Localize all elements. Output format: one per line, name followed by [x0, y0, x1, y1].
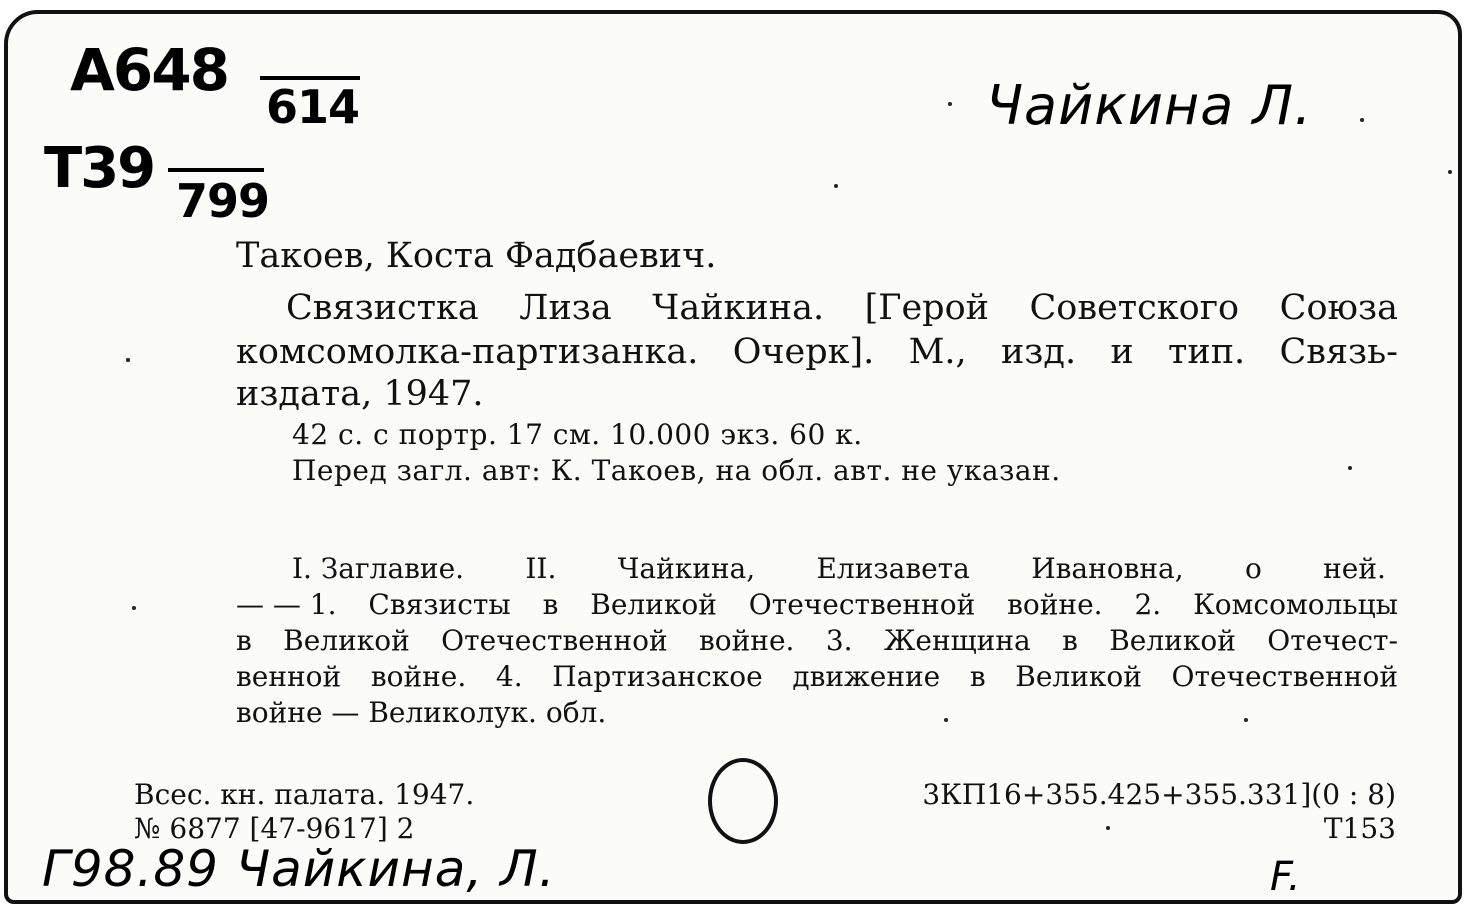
- entry-physical-description: 42 с. с портр. 17 см. 10.000 экз. 60 к.: [292, 418, 863, 451]
- title-word: Очерк].: [732, 332, 875, 372]
- handwritten-author-note: Чайкина Л.: [986, 74, 1313, 137]
- scan-speck: [834, 184, 838, 188]
- tracing-word: Отечественной: [441, 624, 668, 657]
- scan-speck: [1348, 466, 1352, 470]
- title-word: Связистка: [286, 288, 479, 328]
- tracing-word: 3.: [825, 624, 853, 657]
- shelfmark-top-main: А648: [70, 36, 228, 104]
- tracing-word: 2.: [1134, 588, 1162, 621]
- tracing-word: Великой: [590, 588, 717, 621]
- tracing-line-4: [236, 660, 1398, 693]
- tracing-word: Ивановна,: [1031, 552, 1184, 585]
- scan-speck: [126, 358, 130, 362]
- title-word: и: [1110, 332, 1134, 372]
- entry-title-line-1: [286, 288, 1398, 328]
- tracing-line-5: войне — Великолук. обл.: [236, 696, 607, 729]
- tracing-word: венной: [236, 660, 342, 693]
- tracing-word: Великой: [1109, 624, 1236, 657]
- tracing-word: — — 1.: [236, 588, 337, 621]
- tracing-word: войне.: [699, 624, 795, 657]
- tracing-word: движение: [792, 660, 941, 693]
- tracing-word: Отечественной: [748, 588, 976, 621]
- publisher-line-2: № 6877 [47-9617] 2: [134, 812, 415, 845]
- tracing-word: Женщина: [883, 624, 1031, 657]
- tracing-word: Комсомольцы: [1193, 588, 1398, 621]
- publisher-line-1: Всес. кн. палата. 1947.: [134, 778, 475, 811]
- tracing-word: Великой: [283, 624, 410, 657]
- tracing-line-2: [236, 588, 1398, 621]
- tracing-word: о: [1244, 552, 1262, 585]
- card-hole-circle: [708, 758, 778, 844]
- entry-title-line-2: [236, 332, 1398, 372]
- scan-speck: [1448, 170, 1452, 174]
- scan-speck: [1360, 118, 1364, 122]
- scan-speck: [1106, 826, 1110, 830]
- title-word: Связь-: [1279, 332, 1398, 372]
- title-word: М.,: [908, 332, 967, 372]
- tracing-word: II.: [525, 552, 557, 585]
- tracing-word: 4.: [495, 660, 523, 693]
- handwritten-bottom-note: Г98.89 Чайкина, Л.: [42, 840, 556, 898]
- tracing-word: в: [969, 660, 986, 693]
- shelfmark-bottom-rule: [168, 168, 264, 172]
- entry-author: Такоев, Коста Фадбаевич.: [236, 236, 717, 276]
- shelfmark-bottom-main: Т39: [44, 136, 155, 201]
- tracing-word: в: [542, 588, 559, 621]
- tracing-line-3: [236, 624, 1398, 657]
- entry-note: Перед загл. авт: К. Такоев, на обл. авт. не указан.: [292, 454, 1061, 487]
- title-word: Союза: [1279, 288, 1398, 328]
- title-word: Чайкина.: [652, 288, 825, 328]
- tracing-word: в: [1062, 624, 1078, 657]
- tracing-word: Отечест-: [1267, 624, 1398, 657]
- scan-speck: [1244, 718, 1248, 722]
- scan-speck: [948, 102, 952, 106]
- tracing-word: Елизавета: [816, 552, 970, 585]
- tracing-word: Партизанское: [552, 660, 763, 693]
- title-word: Советского: [1029, 288, 1240, 328]
- shelfmark-top-over: 614: [266, 80, 360, 134]
- tracing-word: Чайкина,: [617, 552, 756, 585]
- title-word: изд.: [1000, 332, 1077, 372]
- title-word: Лиза: [519, 288, 612, 328]
- shelfmark-bottom-over: 799: [176, 174, 270, 228]
- scan-speck: [944, 718, 948, 722]
- entry-title-line-3: издата, 1947.: [236, 374, 484, 414]
- tracing-word: ней.: [1323, 552, 1386, 585]
- scan-speck: [132, 606, 136, 610]
- catalog-card: [4, 10, 1462, 904]
- tracing-word: Отечественной: [1171, 660, 1398, 693]
- tracing-line-1: [292, 552, 1386, 585]
- tracing-word: в: [236, 624, 252, 657]
- classification-code: 3КП16+355.425+355.331](0 : 8): [922, 778, 1396, 811]
- tracing-word: Связисты: [368, 588, 511, 621]
- title-word: комсомолка-партизанка.: [236, 332, 699, 372]
- title-word: тип.: [1168, 332, 1246, 372]
- handwritten-corner-mark: F.: [1270, 854, 1301, 900]
- title-word: [Герой: [864, 288, 989, 328]
- tracing-word: I. Заглавие.: [292, 552, 465, 585]
- tracing-word: войне.: [370, 660, 467, 693]
- tracing-word: войне.: [1007, 588, 1103, 621]
- tracing-word: Великой: [1015, 660, 1142, 693]
- card-code: Т153: [1323, 812, 1396, 845]
